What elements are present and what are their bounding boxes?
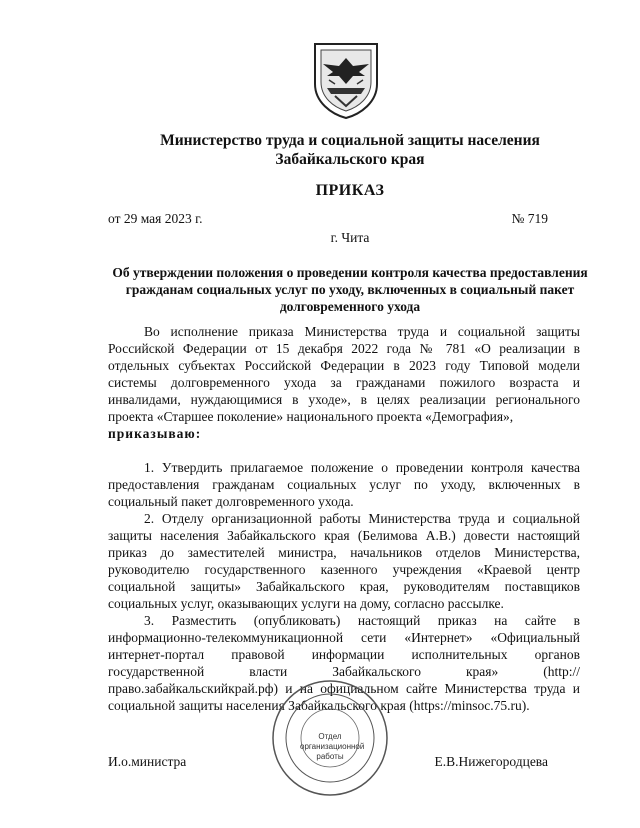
document-type: ПРИКАЗ (315, 182, 385, 199)
signatory-name: Е.В.Нижегородцева (434, 754, 548, 769)
ministry-name-line1: Министерство труда и социальной защиты населения (160, 132, 540, 149)
coat-of-arms-emblem (309, 40, 383, 120)
order-word: приказываю: (108, 426, 202, 441)
stamp-label (300, 732, 365, 762)
stamp-label-line3: работы (316, 752, 344, 761)
preamble-paragraph (108, 323, 580, 442)
signatory-role: И.о.министра (108, 754, 187, 769)
document-subject: Об утверждении положения о проведении контроля качества предоставления гражданам социальных услуг по уходу, включенных в социальный пакет долговременного ухода (112, 265, 588, 314)
document-city: г. Чита (330, 230, 370, 245)
preamble-text: Во исполнение приказа Министерства труда и социальной защиты Российской Федерации от 15 декабря 2022 года № 781 «О реализации в отдельных субъектах Российской Федерации в 2023 году Типовой модели системы долговременного ухода за гражданами пожилого возраста и инвалидами, нуждающимися в уходе», в целях реализации регионального проекта «Старшее поколение» национального проекта «Демография», (108, 324, 580, 424)
ministry-name-line2: Забайкальского края (275, 151, 425, 168)
ministry-name (100, 131, 600, 169)
document-number: № 719 (511, 211, 548, 226)
document-date: от 29 мая 2023 г. (108, 211, 203, 226)
stamp-label-line1: Отдел (318, 732, 342, 741)
order-item-3: 3. Разместить (опубликовать) настоящий приказ на сайте в информационно-телекоммуникационной сети «Интернет» «Официальный интернет-портал правовой информации исполнительных органов государственной власти Забайкальского края» (http://право.забайкальскийкрай.рф) и на официальном сайте Министерства труда и социальной защиты населения Забайкальского края (https://minsoc.75.ru). (108, 613, 580, 713)
stamp-label-line2: организационной (300, 742, 365, 751)
order-item-2: 2. Отделу организационной работы Министерства труда и социальной защиты населения Забайкальского края (Белимова А.В.) довести настоящий приказ до заместителей министра, начальников отделов Министерства, руководителю государственного казенного учреждения «Краевой центр социальной защиты» Забайкальского края, руководителям поставщиков социальных услуг, оказывающих услуги на дому, согласно рассылке. (108, 511, 580, 611)
order-item-1: 1. Утвердить прилагаемое положение о проведении контроля качества предоставления гражданам социальных услуг по уходу, включенных в социальный пакет долговременного ухода. (108, 460, 580, 509)
document-body (108, 323, 580, 714)
